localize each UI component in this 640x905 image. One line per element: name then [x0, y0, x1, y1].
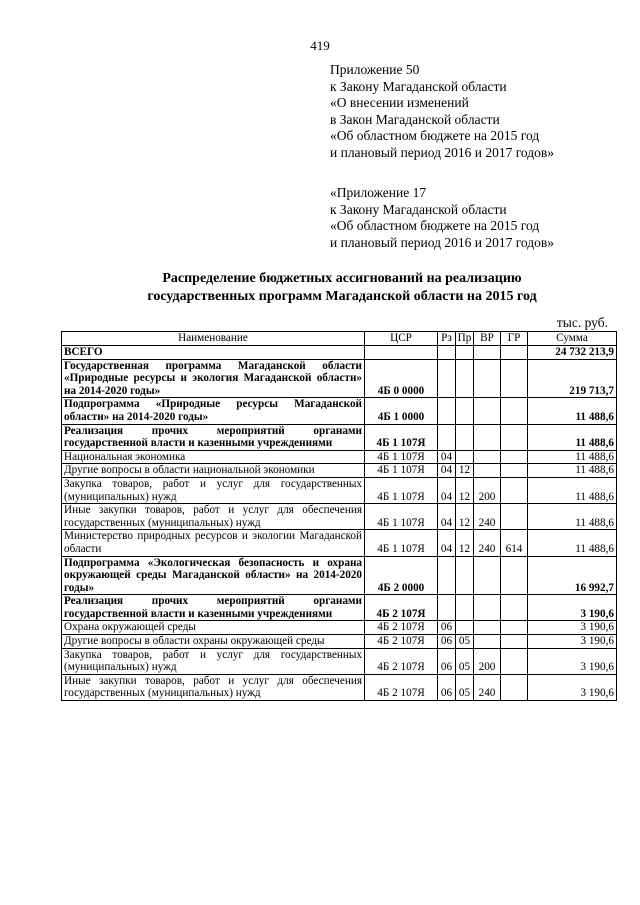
cell-vr [474, 424, 501, 450]
appendix-reference-line: и плановый период 2016 и 2017 годов» [330, 234, 555, 250]
cell-name: Подпрограмма «Экологическая безопасность и охрана окружающей среды Магаданской области» на 2014-2020 годы» [62, 556, 365, 595]
cell-name: Другие вопросы в области национальной экономики [62, 464, 365, 478]
cell-pr [456, 556, 474, 595]
cell-csr: 4Б 1 107Я [365, 464, 438, 478]
appendix-reference [330, 185, 554, 251]
cell-vr: 240 [474, 504, 501, 530]
cell-csr: 4Б 2 107Я [365, 635, 438, 649]
cell-gr [501, 648, 528, 674]
document-title-line: государственных программ Магаданской области на 2015 год [147, 289, 537, 304]
units-label: тыс. руб. [556, 315, 608, 330]
appendix-header-line: «О внесении изменений [330, 95, 469, 110]
cell-pr: 12 [456, 464, 474, 478]
cell-pr: 05 [456, 674, 474, 700]
cell-sum: 3 190,6 [528, 674, 617, 700]
cell-vr [474, 450, 501, 464]
table-row [62, 464, 617, 478]
appendix-header-line: и плановый период 2016 и 2017 годов» [330, 144, 555, 160]
cell-csr: 4Б 1 107Я [365, 504, 438, 530]
cell-vr [474, 346, 501, 360]
cell-csr: 4Б 2 107Я [365, 674, 438, 700]
column-header-gr: ГР [501, 332, 528, 346]
cell-pr: 12 [456, 477, 474, 503]
cell-gr [501, 424, 528, 450]
appendix-header-line: «Об областном бюджете на 2015 год [330, 128, 540, 143]
cell-pr [456, 424, 474, 450]
cell-gr [501, 359, 528, 398]
page-number: 419 [310, 38, 330, 53]
cell-sum: 16 992,7 [528, 556, 617, 595]
table-row [62, 648, 617, 674]
cell-name: Государственная программа Магаданской области «Природные ресурсы и экология Магаданской области» на 2014-2020 годы» [62, 359, 365, 398]
column-header-rz: Рз [438, 332, 456, 346]
cell-pr: 05 [456, 648, 474, 674]
cell-pr [456, 359, 474, 398]
table-row [62, 621, 617, 635]
cell-name: Иные закупки товаров, работ и услуг для обеспечения государственных (муниципальных) нужд [62, 674, 365, 700]
table-row [62, 424, 617, 450]
cell-gr [501, 450, 528, 464]
cell-rz: 06 [438, 621, 456, 635]
column-header-csr: ЦСР [365, 332, 438, 346]
cell-gr [501, 556, 528, 595]
cell-gr [501, 464, 528, 478]
cell-pr [456, 450, 474, 464]
cell-name: ВСЕГО [62, 346, 365, 360]
cell-csr: 4Б 1 107Я [365, 477, 438, 503]
cell-gr: 614 [501, 530, 528, 556]
cell-rz [438, 595, 456, 621]
cell-sum: 24 732 213,9 [528, 346, 617, 360]
cell-csr: 4Б 1 107Я [365, 424, 438, 450]
cell-vr: 240 [474, 530, 501, 556]
appendix-header-line: в Закон Магаданской области [330, 111, 500, 127]
cell-sum: 3 190,6 [528, 635, 617, 649]
cell-pr [456, 346, 474, 360]
cell-rz: 06 [438, 635, 456, 649]
cell-gr [501, 621, 528, 635]
cell-rz: 06 [438, 648, 456, 674]
appendix-reference-line: к Закону Магаданской области [330, 201, 507, 217]
cell-gr [501, 477, 528, 503]
appendix-header-line: Приложение 50 [330, 62, 420, 77]
appendix-header-line: к Закону Магаданской области [330, 78, 507, 94]
cell-csr: 4Б 2 0000 [365, 556, 438, 595]
cell-vr [474, 398, 501, 424]
cell-gr [501, 595, 528, 621]
table-row [62, 635, 617, 649]
table-row [62, 595, 617, 621]
cell-pr: 12 [456, 530, 474, 556]
cell-name: Реализация прочих мероприятий органами государственной власти и казенными учреждениями [62, 595, 365, 621]
cell-csr: 4Б 2 107Я [365, 595, 438, 621]
cell-name: Охрана окружающей среды [62, 621, 365, 635]
cell-pr: 05 [456, 635, 474, 649]
cell-vr [474, 621, 501, 635]
cell-pr [456, 595, 474, 621]
cell-pr [456, 398, 474, 424]
cell-rz [438, 359, 456, 398]
cell-rz: 06 [438, 674, 456, 700]
column-header-vr: ВР [474, 332, 501, 346]
table-row [62, 359, 617, 398]
table-row [62, 530, 617, 556]
cell-gr [501, 398, 528, 424]
cell-csr: 4Б 1 107Я [365, 530, 438, 556]
cell-rz [438, 556, 456, 595]
table-row [62, 477, 617, 503]
cell-rz: 04 [438, 504, 456, 530]
cell-vr: 240 [474, 674, 501, 700]
column-header-pr: Пр [456, 332, 474, 346]
cell-name: Закупка товаров, работ и услуг для государственных (муниципальных) нужд [62, 648, 365, 674]
cell-name: Подпрограмма «Природные ресурсы Магаданской области» на 2014-2020 годы» [62, 398, 365, 424]
cell-vr: 200 [474, 477, 501, 503]
table-row [62, 556, 617, 595]
cell-sum: 3 190,6 [528, 595, 617, 621]
cell-vr [474, 595, 501, 621]
cell-sum: 11 488,6 [528, 504, 617, 530]
cell-name: Другие вопросы в области охраны окружающей среды [62, 635, 365, 649]
cell-rz: 04 [438, 464, 456, 478]
cell-csr: 4Б 2 107Я [365, 621, 438, 635]
table-header-row [62, 332, 617, 346]
cell-sum: 3 190,6 [528, 648, 617, 674]
cell-csr: 4Б 2 107Я [365, 648, 438, 674]
column-header-name: Наименование [62, 332, 365, 346]
cell-csr [365, 346, 438, 360]
table-row [62, 504, 617, 530]
cell-name: Министерство природных ресурсов и экологии Магаданской области [62, 530, 365, 556]
cell-vr [474, 556, 501, 595]
document-title [0, 270, 640, 306]
cell-rz: 04 [438, 450, 456, 464]
cell-rz [438, 424, 456, 450]
appendix-reference-line: «Приложение 17 [330, 185, 427, 200]
cell-csr: 4Б 1 0000 [365, 398, 438, 424]
cell-pr: 12 [456, 504, 474, 530]
table-row [62, 450, 617, 464]
cell-rz [438, 346, 456, 360]
table-row [62, 346, 617, 360]
budget-table [61, 331, 617, 701]
cell-sum: 11 488,6 [528, 398, 617, 424]
table-row [62, 398, 617, 424]
appendix-reference-line: «Об областном бюджете на 2015 год [330, 218, 540, 233]
cell-rz: 04 [438, 530, 456, 556]
cell-sum: 11 488,6 [528, 450, 617, 464]
cell-sum: 11 488,6 [528, 530, 617, 556]
cell-csr: 4Б 1 107Я [365, 450, 438, 464]
cell-gr [501, 346, 528, 360]
cell-sum: 11 488,6 [528, 464, 617, 478]
cell-gr [501, 674, 528, 700]
cell-name: Иные закупки товаров, работ и услуг для обеспечения государственных (муниципальных) нужд [62, 504, 365, 530]
column-header-sum: Сумма [528, 332, 617, 346]
cell-sum: 219 713,7 [528, 359, 617, 398]
cell-csr: 4Б 0 0000 [365, 359, 438, 398]
table-row [62, 674, 617, 700]
cell-vr: 200 [474, 648, 501, 674]
appendix-header [330, 62, 554, 161]
cell-name: Национальная экономика [62, 450, 365, 464]
cell-name: Реализация прочих мероприятий органами государственной власти и казенными учреждениями [62, 424, 365, 450]
cell-gr [501, 635, 528, 649]
cell-sum: 3 190,6 [528, 621, 617, 635]
cell-pr [456, 621, 474, 635]
cell-vr [474, 635, 501, 649]
cell-name: Закупка товаров, работ и услуг для государственных (муниципальных) нужд [62, 477, 365, 503]
cell-rz: 04 [438, 477, 456, 503]
cell-sum: 11 488,6 [528, 424, 617, 450]
cell-gr [501, 504, 528, 530]
document-title-line: Распределение бюджетных ассигнований на реализацию [162, 271, 522, 286]
cell-rz [438, 398, 456, 424]
cell-vr [474, 359, 501, 398]
cell-vr [474, 464, 501, 478]
cell-sum: 11 488,6 [528, 477, 617, 503]
